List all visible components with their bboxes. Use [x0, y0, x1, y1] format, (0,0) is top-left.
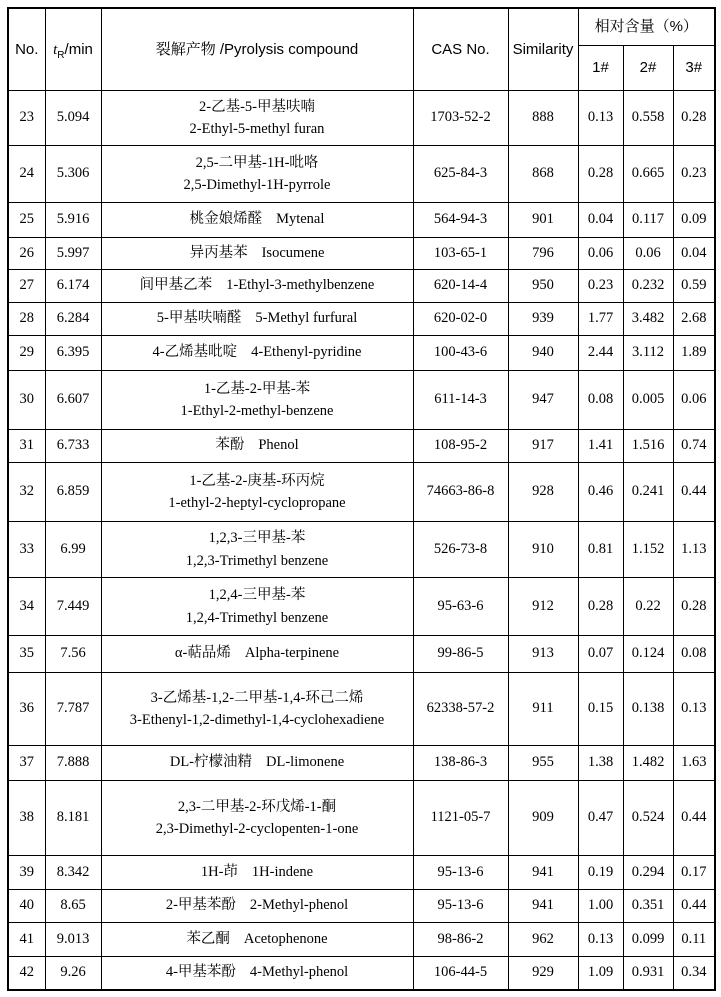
cell-retention-time: 9.013: [45, 923, 101, 957]
cell-similarity: 947: [508, 371, 578, 430]
col-header-relative-content: 相对含量（%）: [578, 8, 715, 46]
col-header-sample-2: 2#: [623, 46, 673, 91]
cell-no: 25: [8, 203, 45, 238]
cell-content-3: 0.04: [673, 238, 715, 270]
cell-retention-time: 9.26: [45, 957, 101, 990]
cell-content-3: 0.06: [673, 371, 715, 430]
table-row: [8, 371, 715, 430]
table-row: [8, 923, 715, 957]
cell-content-2: 0.22: [623, 578, 673, 636]
cell-cas: 100-43-6: [413, 336, 508, 371]
cell-content-1: 0.08: [578, 371, 623, 430]
cell-retention-time: 5.997: [45, 238, 101, 270]
compound-name-en: 1,2,4-Trimethyl benzene: [185, 609, 329, 626]
cell-similarity: 950: [508, 270, 578, 303]
compound-name-zh: 3-乙烯基-1,2-二甲基-1,4-环己二烯: [150, 689, 364, 706]
pyrolysis-compound-table: [7, 7, 716, 991]
cell-cas: 625-84-3: [413, 146, 508, 203]
compound-name-en: 2-Ethyl-5-methyl furan: [189, 121, 325, 137]
cell-similarity: 941: [508, 890, 578, 923]
cell-compound: [101, 463, 413, 522]
cell-compound: [101, 336, 413, 371]
table-row: [8, 890, 715, 923]
compound-name-zh: DL-柠檬油精: [169, 754, 253, 771]
cell-similarity: 941: [508, 856, 578, 890]
cell-content-1: 1.41: [578, 430, 623, 463]
cell-cas: 1703-52-2: [413, 91, 508, 146]
cell-no: 31: [8, 430, 45, 463]
compound-name-en: 1,2,3-Trimethyl benzene: [185, 552, 329, 569]
cell-no: 41: [8, 923, 45, 957]
rt-symbol: t: [53, 41, 58, 58]
cell-compound: [101, 578, 413, 636]
table-row: [8, 781, 715, 856]
cell-similarity: 913: [508, 636, 578, 673]
compound-name-en: Phenol: [258, 437, 299, 454]
cell-compound: [101, 781, 413, 856]
compound-name-en: Alpha-terpinene: [244, 645, 340, 662]
cell-content-3: 0.74: [673, 430, 715, 463]
cell-retention-time: 6.607: [45, 371, 101, 430]
cell-cas: 138-86-3: [413, 746, 508, 781]
cell-compound: [101, 673, 413, 746]
compound-name-zh: 1H-茚: [200, 863, 238, 880]
cell-compound: [101, 746, 413, 781]
cell-cas: 99-86-5: [413, 636, 508, 673]
header-row-main: [8, 8, 715, 46]
compound-name-en: 2,3-Dimethyl-2-cyclopenten-1-one: [155, 821, 359, 837]
cell-retention-time: 8.65: [45, 890, 101, 923]
col-header-sample-3: 3#: [673, 46, 715, 91]
table-row: [8, 673, 715, 746]
compound-name-en: Mytenal: [276, 211, 325, 228]
table-row: [8, 270, 715, 303]
cell-content-2: 0.138: [623, 673, 673, 746]
cell-similarity: 955: [508, 746, 578, 781]
cell-content-2: 0.117: [623, 203, 673, 238]
compound-name-zh: 1-乙基-2-甲基-苯: [203, 380, 311, 397]
compound-name-en: 2,5-Dimethyl-1H-pyrrole: [183, 177, 331, 193]
cell-compound: [101, 371, 413, 430]
cell-no: 29: [8, 336, 45, 371]
cell-compound: [101, 923, 413, 957]
cell-no: 37: [8, 746, 45, 781]
cell-similarity: 796: [508, 238, 578, 270]
col-header-similarity: Similarity: [508, 8, 578, 91]
cell-content-3: 0.28: [673, 91, 715, 146]
cell-cas: 611-14-3: [413, 371, 508, 430]
cell-content-2: 0.232: [623, 270, 673, 303]
table-body: [8, 91, 715, 990]
cell-content-1: 0.06: [578, 238, 623, 270]
cell-no: 24: [8, 146, 45, 203]
table-row: [8, 463, 715, 522]
col-header-cas: CAS No.: [413, 8, 508, 91]
cell-compound: [101, 890, 413, 923]
cell-similarity: 911: [508, 673, 578, 746]
compound-name-zh: 2-乙基-5-甲基呋喃: [199, 98, 315, 115]
table-row: [8, 430, 715, 463]
cell-content-1: 0.47: [578, 781, 623, 856]
cell-content-2: 1.516: [623, 430, 673, 463]
cell-no: 36: [8, 673, 45, 746]
col-header-no: No.: [8, 8, 45, 91]
cell-no: 26: [8, 238, 45, 270]
cell-content-1: 1.38: [578, 746, 623, 781]
cell-content-1: 0.81: [578, 522, 623, 578]
table-row: [8, 238, 715, 270]
table-row: [8, 91, 715, 146]
table-row: [8, 636, 715, 673]
compound-name-zh: 4-甲基苯酚: [165, 963, 236, 980]
cell-cas: 103-65-1: [413, 238, 508, 270]
compound-name-zh: 异丙基苯: [189, 244, 248, 261]
table-row: [8, 957, 715, 990]
rt-subscript: R: [57, 49, 65, 61]
compound-name-en: 3-Ethenyl-1,2-dimethyl-1,4-cyclohexadiene: [129, 712, 385, 728]
cell-similarity: 888: [508, 91, 578, 146]
cell-retention-time: 8.342: [45, 856, 101, 890]
compound-name-zh: 桃金娘烯醛: [189, 211, 263, 228]
compound-name-en: 4-Methyl-phenol: [249, 963, 349, 980]
cell-no: 39: [8, 856, 45, 890]
cell-content-2: 0.294: [623, 856, 673, 890]
cell-content-1: 0.07: [578, 636, 623, 673]
cell-content-1: 0.19: [578, 856, 623, 890]
compound-name-en: Acetophenone: [243, 930, 328, 947]
cell-similarity: 939: [508, 303, 578, 336]
cell-cas: 108-95-2: [413, 430, 508, 463]
cell-retention-time: 6.859: [45, 463, 101, 522]
cell-cas: 95-13-6: [413, 856, 508, 890]
cell-content-3: 1.13: [673, 522, 715, 578]
cell-content-2: 0.665: [623, 146, 673, 203]
compound-name-en: 1-ethyl-2-heptyl-cyclopropane: [168, 495, 346, 511]
cell-cas: 62338-57-2: [413, 673, 508, 746]
cell-content-2: 0.558: [623, 91, 673, 146]
cell-content-3: 0.23: [673, 146, 715, 203]
cell-no: 40: [8, 890, 45, 923]
cell-compound: [101, 91, 413, 146]
cell-content-1: 0.13: [578, 91, 623, 146]
cell-retention-time: 6.733: [45, 430, 101, 463]
cell-retention-time: 5.306: [45, 146, 101, 203]
cell-content-3: 1.89: [673, 336, 715, 371]
cell-similarity: 929: [508, 957, 578, 990]
cell-no: 32: [8, 463, 45, 522]
cell-content-1: 0.15: [578, 673, 623, 746]
table-row: [8, 146, 715, 203]
rt-unit: /min: [64, 40, 93, 58]
cell-compound: [101, 856, 413, 890]
compound-name-en: 1H-indene: [251, 863, 314, 880]
cell-content-3: 0.09: [673, 203, 715, 238]
table-header: [8, 8, 715, 91]
cell-no: 28: [8, 303, 45, 336]
cell-no: 27: [8, 270, 45, 303]
table-row: [8, 336, 715, 371]
cell-content-1: 1.09: [578, 957, 623, 990]
cell-retention-time: 6.284: [45, 303, 101, 336]
compound-name-zh: 2,5-二甲基-1H-吡咯: [195, 154, 319, 171]
cell-content-1: 0.46: [578, 463, 623, 522]
cell-content-3: 0.13: [673, 673, 715, 746]
cell-content-3: 0.11: [673, 923, 715, 957]
cell-content-1: 0.23: [578, 270, 623, 303]
cell-no: 35: [8, 636, 45, 673]
cell-retention-time: 6.99: [45, 522, 101, 578]
cell-content-2: 3.112: [623, 336, 673, 371]
cell-no: 33: [8, 522, 45, 578]
col-header-sample-1: 1#: [578, 46, 623, 91]
cell-compound: [101, 203, 413, 238]
cell-content-3: 0.44: [673, 781, 715, 856]
cell-no: 30: [8, 371, 45, 430]
cell-content-3: 2.68: [673, 303, 715, 336]
cell-content-3: 0.08: [673, 636, 715, 673]
compound-name-zh: 4-乙烯基吡啶: [152, 344, 238, 361]
cell-cas: 95-13-6: [413, 890, 508, 923]
compound-name-zh: 苯乙酮: [186, 930, 230, 947]
cell-cas: 620-02-0: [413, 303, 508, 336]
cell-content-2: 1.152: [623, 522, 673, 578]
cell-content-1: 2.44: [578, 336, 623, 371]
cell-content-3: 0.34: [673, 957, 715, 990]
cell-content-3: 0.28: [673, 578, 715, 636]
cell-content-2: 0.524: [623, 781, 673, 856]
cell-content-1: 1.00: [578, 890, 623, 923]
table-row: [8, 522, 715, 578]
cell-retention-time: 7.888: [45, 746, 101, 781]
cell-cas: 620-14-4: [413, 270, 508, 303]
cell-content-2: 0.241: [623, 463, 673, 522]
cell-retention-time: 7.449: [45, 578, 101, 636]
cell-content-2: 0.351: [623, 890, 673, 923]
cell-content-3: 0.59: [673, 270, 715, 303]
cell-compound: [101, 957, 413, 990]
cell-no: 23: [8, 91, 45, 146]
compound-name-en: 5-Methyl furfural: [255, 310, 358, 327]
col-header-retention-time: [45, 8, 101, 91]
table-row: [8, 203, 715, 238]
cell-content-2: 3.482: [623, 303, 673, 336]
cell-similarity: 868: [508, 146, 578, 203]
cell-content-2: 0.931: [623, 957, 673, 990]
cell-cas: 564-94-3: [413, 203, 508, 238]
compound-name-zh: 1,2,3-三甲基-苯: [208, 530, 306, 547]
cell-retention-time: 7.56: [45, 636, 101, 673]
compound-name-zh: α-萜品烯: [174, 645, 231, 662]
cell-compound: [101, 303, 413, 336]
cell-compound: [101, 430, 413, 463]
cell-cas: 106-44-5: [413, 957, 508, 990]
cell-content-2: 1.482: [623, 746, 673, 781]
cell-compound: [101, 238, 413, 270]
cell-compound: [101, 636, 413, 673]
cell-content-2: 0.06: [623, 238, 673, 270]
cell-content-2: 0.099: [623, 923, 673, 957]
cell-compound: [101, 270, 413, 303]
compound-name-en: 2-Methyl-phenol: [249, 897, 349, 914]
cell-retention-time: 6.174: [45, 270, 101, 303]
compound-name-zh: 2-甲基苯酚: [165, 897, 236, 914]
cell-retention-time: 5.916: [45, 203, 101, 238]
table-row: [8, 746, 715, 781]
compound-name-en: 1-Ethyl-3-methylbenzene: [226, 277, 375, 294]
cell-content-1: 0.04: [578, 203, 623, 238]
cell-cas: 98-86-2: [413, 923, 508, 957]
cell-no: 42: [8, 957, 45, 990]
compound-name-zh: 间甲基乙苯: [139, 277, 213, 294]
cell-content-1: 0.28: [578, 578, 623, 636]
cell-similarity: 909: [508, 781, 578, 856]
cell-compound: [101, 522, 413, 578]
compound-name-zh: 5-甲基呋喃醛: [156, 310, 242, 327]
cell-cas: 95-63-6: [413, 578, 508, 636]
cell-retention-time: 8.181: [45, 781, 101, 856]
cell-cas: 526-73-8: [413, 522, 508, 578]
cell-content-1: 0.13: [578, 923, 623, 957]
cell-content-2: 0.124: [623, 636, 673, 673]
table-row: [8, 856, 715, 890]
cell-retention-time: 7.787: [45, 673, 101, 746]
cell-content-2: 0.005: [623, 371, 673, 430]
table-row: [8, 578, 715, 636]
cell-retention-time: 5.094: [45, 91, 101, 146]
cell-content-3: 0.17: [673, 856, 715, 890]
compound-name-en: 4-Ethenyl-pyridine: [251, 344, 362, 361]
cell-similarity: 940: [508, 336, 578, 371]
compound-name-en: DL-limonene: [266, 754, 345, 771]
cell-content-1: 0.28: [578, 146, 623, 203]
cell-cas: 74663-86-8: [413, 463, 508, 522]
table-row: [8, 303, 715, 336]
cell-content-1: 1.77: [578, 303, 623, 336]
cell-similarity: 928: [508, 463, 578, 522]
cell-content-3: 0.44: [673, 463, 715, 522]
compound-name-en: 1-Ethyl-2-methyl-benzene: [180, 403, 334, 419]
compound-name-zh: 1,2,4-三甲基-苯: [208, 587, 306, 604]
cell-compound: [101, 146, 413, 203]
cell-cas: 1121-05-7: [413, 781, 508, 856]
compound-name-zh: 2,3-二甲基-2-环戊烯-1-酮: [177, 798, 337, 815]
col-header-compound: 裂解产物 /Pyrolysis compound: [101, 8, 413, 91]
cell-similarity: 901: [508, 203, 578, 238]
cell-similarity: 962: [508, 923, 578, 957]
compound-name-en: Isocumene: [261, 244, 325, 261]
cell-content-3: 1.63: [673, 746, 715, 781]
cell-no: 38: [8, 781, 45, 856]
cell-retention-time: 6.395: [45, 336, 101, 371]
cell-content-3: 0.44: [673, 890, 715, 923]
cell-no: 34: [8, 578, 45, 636]
compound-name-zh: 苯酚: [215, 437, 245, 454]
cell-similarity: 912: [508, 578, 578, 636]
cell-similarity: 910: [508, 522, 578, 578]
compound-name-zh: 1-乙基-2-庚基-环丙烷: [189, 472, 325, 489]
cell-similarity: 917: [508, 430, 578, 463]
